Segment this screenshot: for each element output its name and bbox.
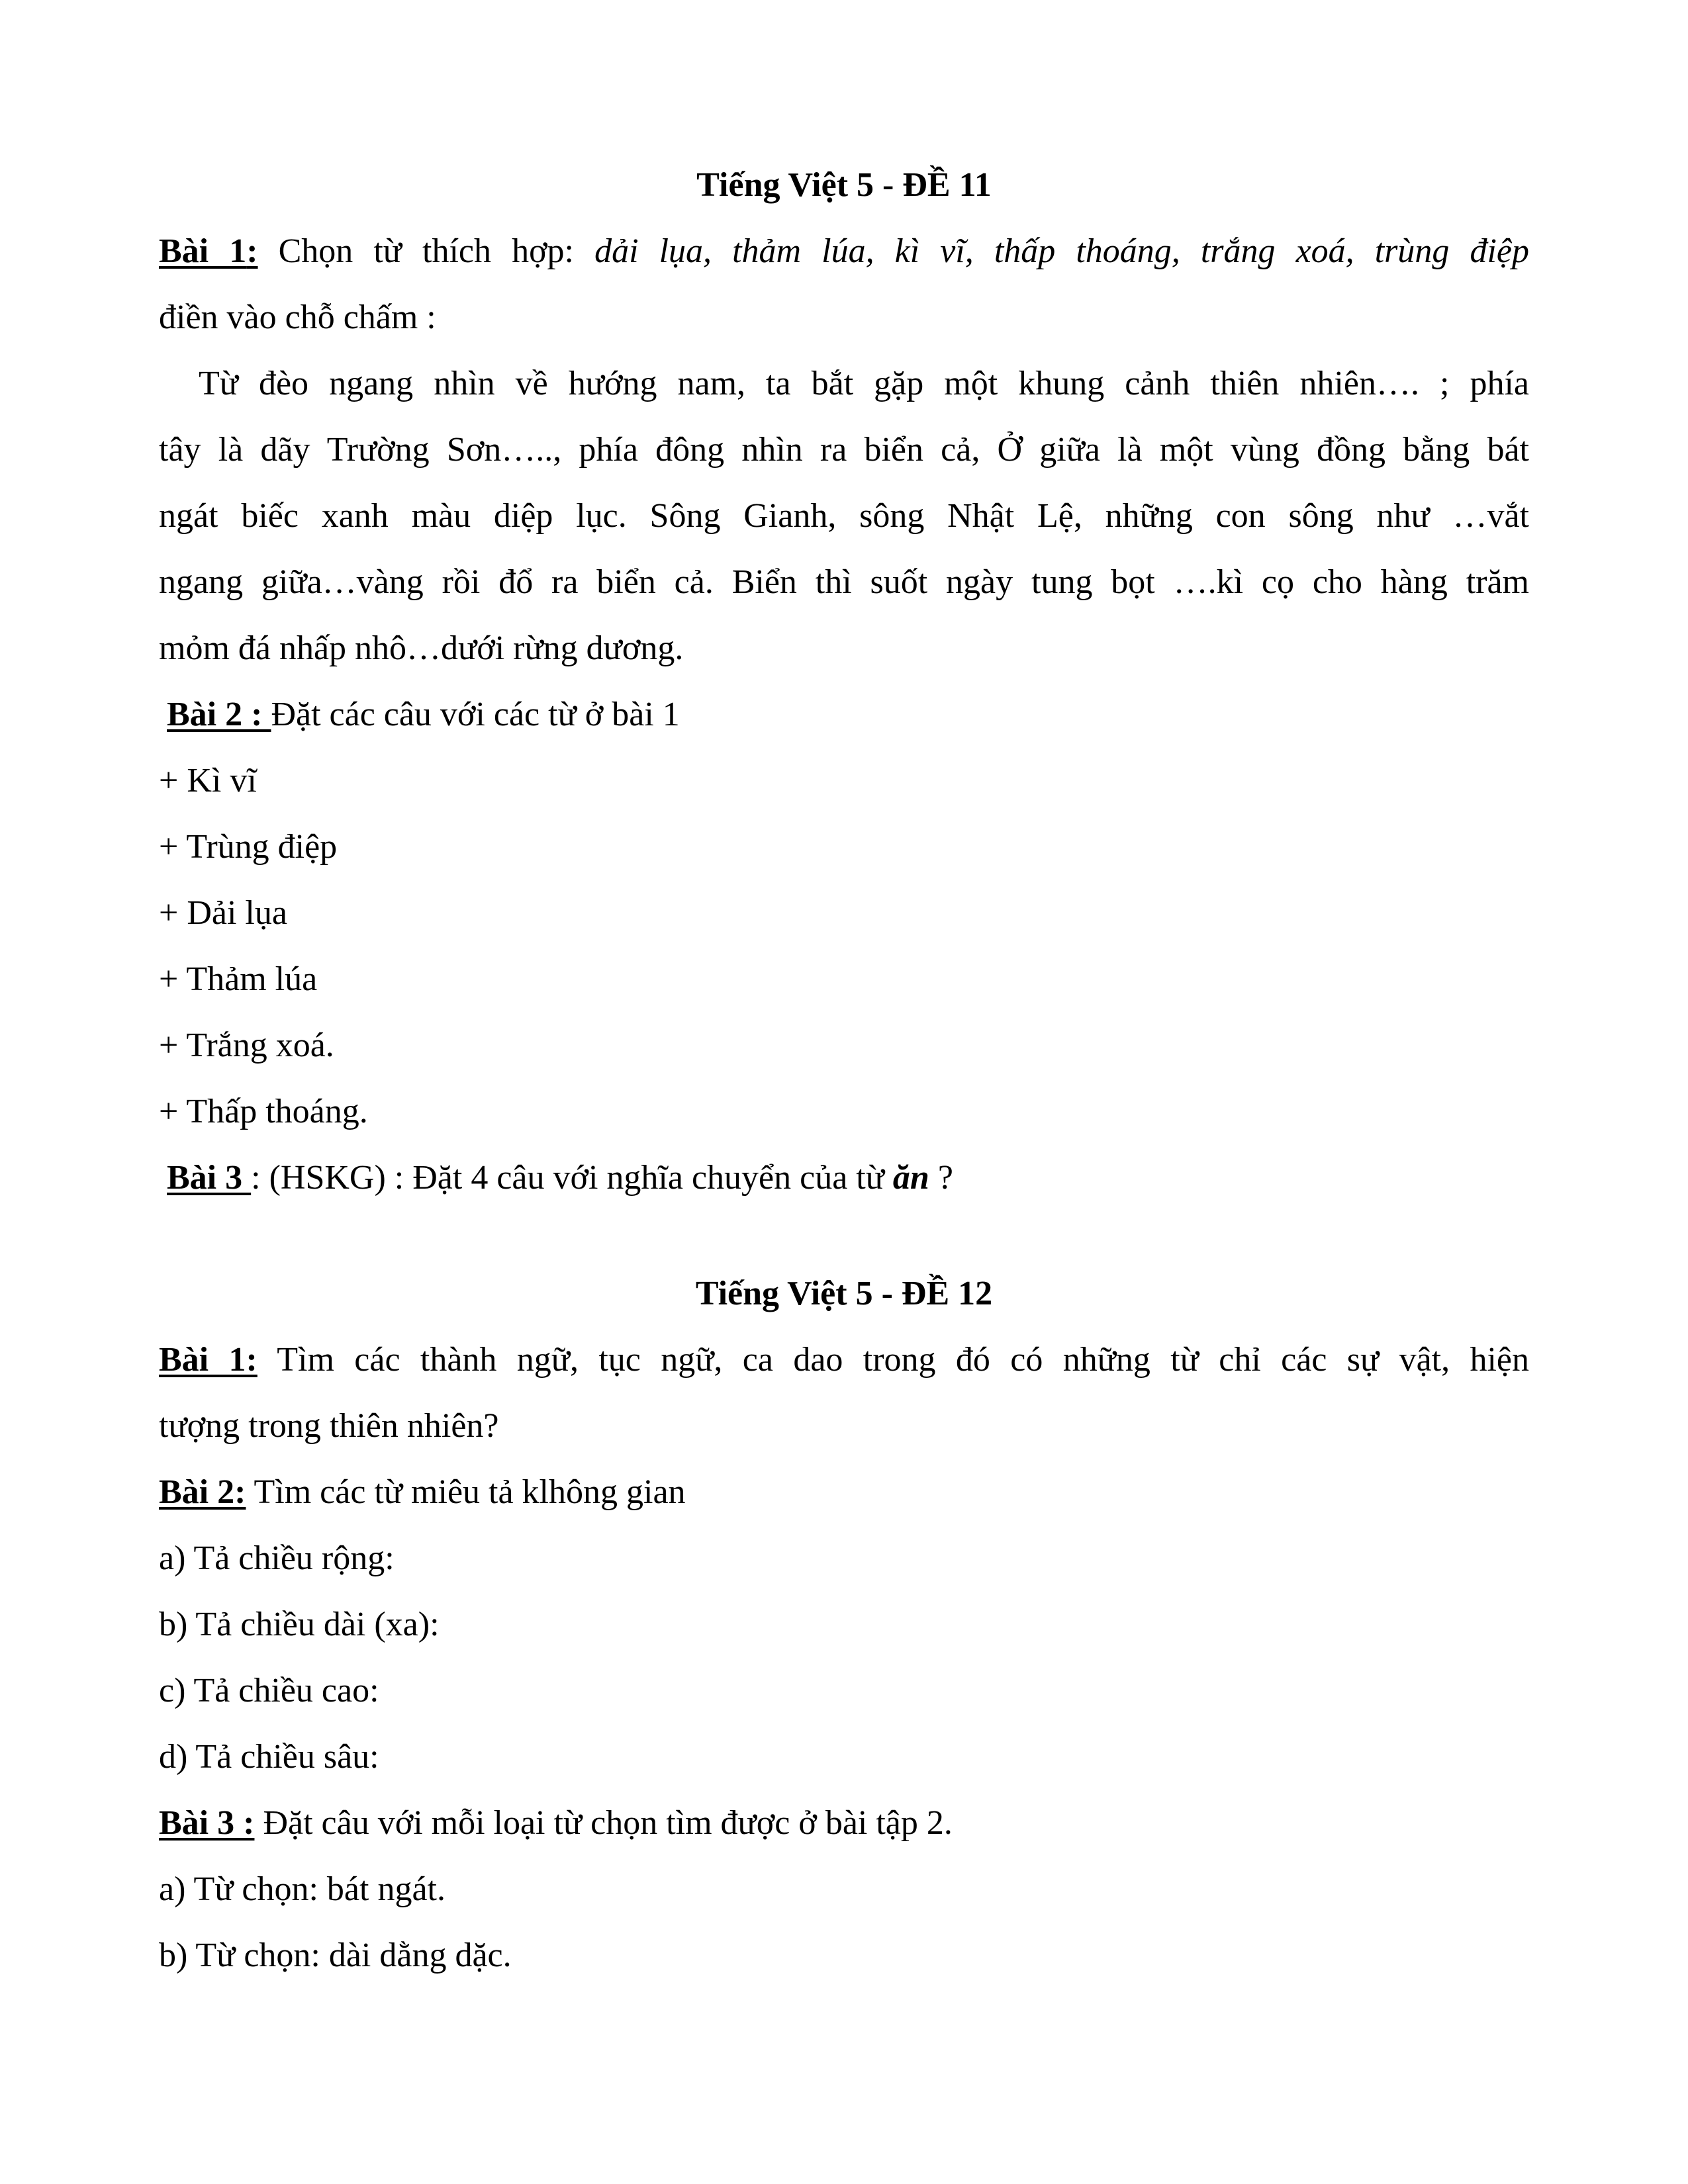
section-title: Tiếng Việt 5 - ĐỀ 12 <box>695 1275 993 1312</box>
exercise-text-end: ? <box>929 1159 953 1197</box>
exercise-1-prompt-line-2: tượng trong thiên nhiên? <box>159 1407 499 1445</box>
exercise-text: : (HSKG) : Đặt 4 câu với nghĩa chuyển của từ <box>251 1159 893 1197</box>
list-item: b) Tả chiều dài (xa): <box>159 1606 440 1643</box>
exercise-1-prompt-line-1 <box>159 218 1529 285</box>
passage-line-2: tây là dãy Trường Sơn….., phía đông nhìn ra biển cả, Ở giữa là một vùng đồng bằng bát <box>159 431 1529 469</box>
target-word: ăn <box>892 1159 929 1197</box>
exercise-label-colon: : <box>246 232 258 270</box>
word-choices: dải lụa, thảm lúa, kì vĩ, thấp thoáng, trắng xoá, trùng điệp <box>594 232 1530 270</box>
exercise-label: Bài 1 <box>159 232 247 270</box>
exercise-1-prompt-line-2: điền vào chỗ chấm : <box>159 298 436 336</box>
exercise-3-prompt <box>159 1145 1529 1211</box>
list-item: b) Từ chọn: dài dằng dặc. <box>159 1936 512 1974</box>
passage-line-1: Từ đèo ngang nhìn về hướng nam, ta bắt gặp một khung cảnh thiên nhiên…. ; phía <box>199 365 1529 402</box>
list-item: c) Tả chiều cao: <box>159 1672 379 1709</box>
list-item: + Kì vĩ <box>159 762 257 799</box>
exercise-label: Bài 1: <box>159 1341 258 1379</box>
list-item: a) Tả chiều rộng: <box>159 1539 395 1577</box>
exercise-label: Bài 2: <box>159 1473 246 1511</box>
section-spacer <box>159 1211 1529 1261</box>
passage-line-3: ngát biếc xanh màu diệp lục. Sông Gianh, sông Nhật Lệ, những con sông như …vắt <box>159 497 1529 535</box>
section-de-11 <box>159 152 1529 1211</box>
exercise-2-prompt <box>159 682 1529 748</box>
list-item: + Dải lụa <box>159 894 287 932</box>
exercise-label: Bài 3 : <box>159 1804 255 1842</box>
document-page <box>159 152 1529 1989</box>
list-item: a) Từ chọn: bát ngát. <box>159 1870 445 1908</box>
section-de-12 <box>159 1261 1529 1989</box>
exercise-text: Tìm các thành ngữ, tục ngữ, ca dao trong đó có những từ chỉ các sự vật, hiện <box>257 1341 1529 1379</box>
exercise-2-prompt <box>159 1459 1529 1525</box>
exercise-label: Bài 3 <box>167 1159 252 1197</box>
section-title: Tiếng Việt 5 - ĐỀ 11 <box>696 166 992 204</box>
exercise-text: Đặt câu với mỗi loại từ chọn tìm được ở bài tập 2. <box>254 1804 953 1842</box>
exercise-text: Tìm các từ miêu tả klhông gian <box>246 1473 686 1511</box>
exercise-intro: Chọn từ thích hợp: <box>258 232 595 270</box>
passage-line-4: ngang giữa…vàng rồi đổ ra biển cả. Biển thì suốt ngày tung bọt ….kì cọ cho hàng trăm <box>159 563 1529 601</box>
list-item: d) Tả chiều sâu: <box>159 1738 379 1776</box>
list-item: + Thảm lúa <box>159 960 318 998</box>
passage-line-5: mỏm đá nhấp nhô…dưới rừng dương. <box>159 629 684 667</box>
list-item: + Trùng điệp <box>159 828 338 866</box>
exercise-label: Bài 2 : <box>167 696 271 733</box>
exercise-text: Đặt các câu với các từ ở bài 1 <box>271 696 680 733</box>
list-item: + Thấp thoáng. <box>159 1093 368 1130</box>
exercise-3-prompt <box>159 1790 1529 1856</box>
list-item: + Trắng xoá. <box>159 1026 334 1064</box>
exercise-1-prompt-line-1 <box>159 1327 1529 1393</box>
